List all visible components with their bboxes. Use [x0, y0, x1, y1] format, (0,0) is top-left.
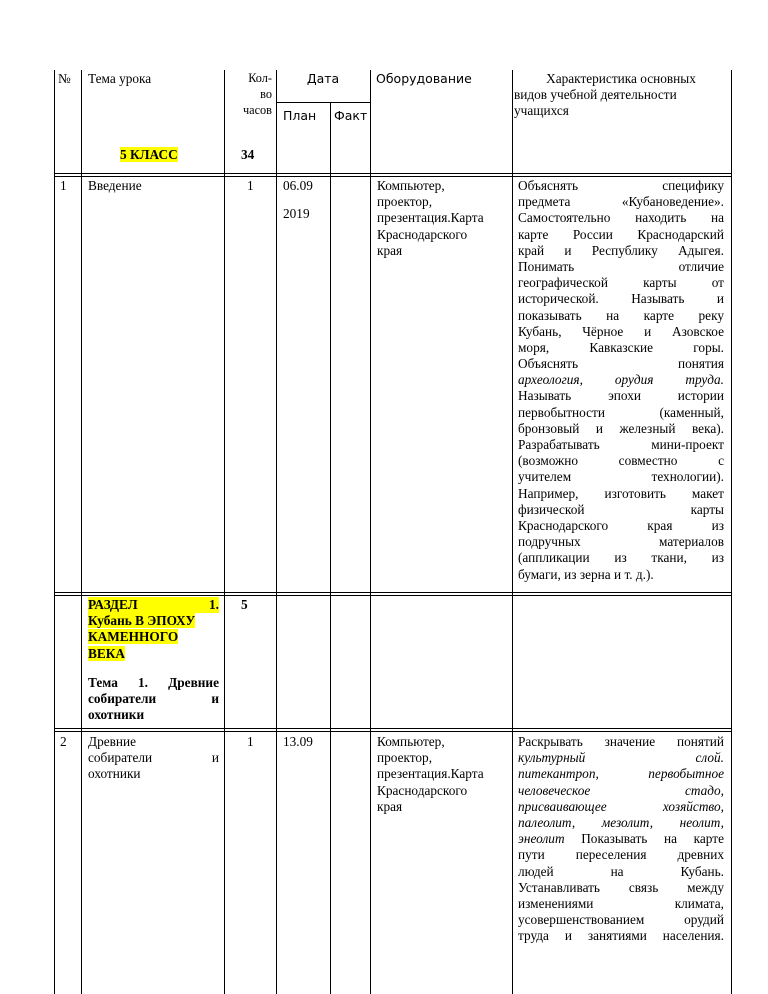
theme-title: Тема 1. Древние собиратели и охотники — [88, 675, 219, 723]
col-border-topic — [224, 70, 225, 994]
header-topic: Тема урока — [88, 71, 152, 86]
header-plan: План — [283, 108, 317, 123]
grade-label: 5 КЛАСС — [120, 147, 178, 162]
col-border-right — [731, 70, 732, 994]
header-fact: Факт — [334, 108, 368, 123]
col-border-equipment — [512, 70, 513, 994]
row-line-section2 — [54, 595, 732, 596]
row-line-grade — [54, 173, 732, 174]
row-line-1 — [54, 176, 732, 177]
row1-activity: Объяснять специфику предмета «Кубановедение». Самостоятельно находить на карте России Краснодарский край и Республику Адыгея. Понимать отличие географической карты от исторической. Называть и показывать на карте реку Кубань, Чёрное и Азовское моря, Кавказские горы. Объяснять понятия археология, орудия труда. Называть эпохи истории первобытности (каменный, бронзовый и железный века). Разрабатывать мини-проект (возможно совместно с учителем технологии). Например, изготовить макет физической карты Краснодарского края из подручных материалов (аппликации из ткани, из бумаги, из зерна и т. д.). — [518, 178, 724, 582]
row1-num: 1 — [60, 178, 67, 193]
header-equipment: Оборудование — [376, 71, 472, 86]
section-hours: 5 — [241, 597, 248, 612]
header-activity: Характеристика основных видов учебной деятельности учащихся — [514, 71, 696, 119]
row1-plan: 06.09 2019 — [283, 178, 313, 222]
row2-hours: 1 — [247, 734, 254, 749]
date-subheader-line — [276, 102, 371, 103]
row1-topic: Введение — [88, 178, 142, 193]
row2-num: 2 — [60, 734, 67, 749]
section-title: РАЗДЕЛ 1. Кубань В ЭПОХУ КАМЕННОГО ВЕКА — [88, 597, 219, 661]
col-border-fact — [370, 70, 371, 994]
row2-plan: 13.09 — [283, 734, 313, 749]
row1-equipment: Компьютер, проектор, презентация.Карта Краснодарского края — [377, 178, 484, 258]
col-border-left — [54, 70, 55, 994]
row-line-theme2 — [54, 731, 732, 732]
row2-topic: Древние собиратели и охотники — [88, 734, 219, 782]
row-line-section — [54, 592, 732, 593]
row1-hours: 1 — [247, 178, 254, 193]
row2-activity: Раскрывать значение понятий культурный слой. питекантроп, первобытное человеческое стадо, присваивающее хозяйство, палеолит, мезолит, неолит, энеолит Показывать на карте пути переселения древних людей на Кубань. Устанавливать связь между изменениями климата, усовершенствованием орудий труда и занятиями населения. — [518, 734, 724, 944]
col-border-num — [81, 70, 82, 994]
header-hours: Кол- во часов — [242, 71, 272, 118]
header-num: № — [58, 71, 71, 86]
col-border-hours — [276, 70, 277, 994]
header-date: Дата — [306, 71, 340, 86]
row-line-theme — [54, 728, 732, 729]
grade-hours: 34 — [241, 147, 255, 162]
col-border-plan — [330, 103, 331, 994]
row2-equipment: Компьютер, проектор, презентация.Карта Краснодарского края — [377, 734, 484, 814]
